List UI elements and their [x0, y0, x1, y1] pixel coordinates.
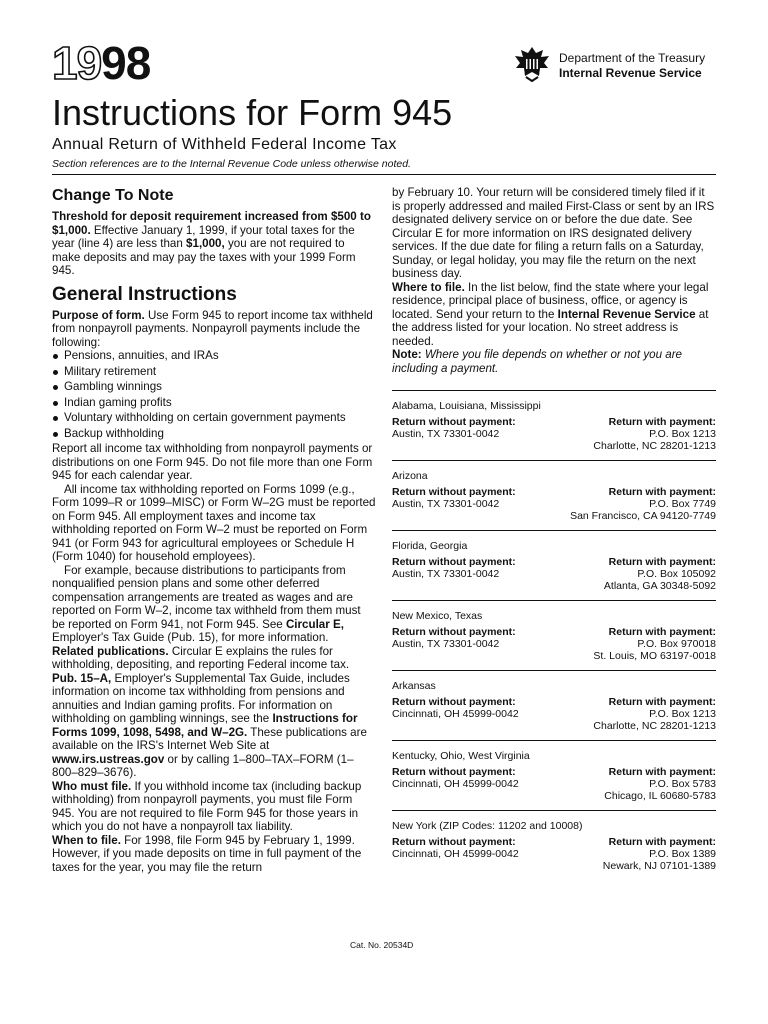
right-column [392, 186, 716, 375]
without-payment-city: Austin, TX 73301-0042 [392, 638, 500, 650]
with-payment-city: Atlanta, GA 30348-5092 [603, 580, 716, 592]
general-instructions-heading: General Instructions [52, 283, 237, 305]
change-amount-bold: $1,000, [186, 237, 225, 250]
page-subtitle: Annual Return of Withheld Federal Income Tax [52, 136, 397, 153]
related-publications-paragraph [52, 645, 376, 780]
nonpayroll-list [52, 349, 376, 442]
where-text-c: at the address listed for your location. No street address is needed. [392, 307, 709, 348]
address-region: Alabama, Louisiana, Mississippi [392, 400, 541, 412]
where-to-file-paragraph [392, 281, 716, 349]
address-region: Arkansas [392, 680, 436, 692]
with-payment-block [604, 766, 716, 802]
with-payment-label: Return with payment: [608, 486, 716, 498]
address-region: New York (ZIP Codes: 11202 and 10008) [392, 820, 583, 832]
with-payment-city: St. Louis, MO 63197-0018 [593, 650, 716, 662]
with-payment-block [604, 556, 716, 592]
without-payment-city: Cincinnati, OH 45999-0042 [392, 778, 519, 790]
address-group [392, 810, 716, 880]
related-text-a: Circular E explains the rules for withholding, depositing, and reporting Federal income tax. [52, 644, 350, 671]
tax-year-outline: 19 [52, 37, 102, 89]
pub-15a-bold: Pub. 15–A, [52, 671, 112, 685]
with-payment-label: Return with payment: [608, 556, 716, 568]
who-text: If you withhold income tax (including backup withholding) from nonpayroll payments, you must file Form 945. You are not required to file Form 945 for those years in which you do not have a nonpayroll tax liability. [52, 779, 362, 833]
address-region: New Mexico, Texas [392, 610, 483, 622]
where-text-a: In the list below, find the state where your legal residence, principal place of business, office, or agency is located. Send your return to the [392, 280, 709, 321]
purpose-label: Purpose of form. [52, 308, 145, 322]
change-text-a: Effective January 1, 1999, if your total taxes for the year (line 4) are less than [52, 223, 355, 250]
address-group [392, 600, 716, 670]
change-threshold-bold: Threshold for deposit requirement increased from $500 to $1,000. [52, 210, 371, 237]
with-payment-city: Charlotte, NC 28201-1213 [593, 720, 716, 732]
with-payment-box: P.O. Box 105092 [637, 568, 716, 580]
with-payment-block [603, 836, 716, 872]
list-item-text: Voluntary withholding on certain government payments [64, 411, 346, 424]
where-label: Where to file. [392, 280, 465, 294]
forms-1099-bold: Instructions for Forms 1099, 1098, 5498, and W–2G. [52, 712, 358, 739]
related-label: Related publications. [52, 644, 169, 658]
agency-name: Internal Revenue Service [559, 66, 702, 80]
left-column [52, 186, 376, 874]
with-payment-city: San Francisco, CA 94120-7749 [570, 510, 716, 522]
without-payment-city: Cincinnati, OH 45999-0042 [392, 848, 519, 860]
list-item-text: Military retirement [64, 364, 157, 378]
address-group [392, 460, 716, 530]
list-item-text: Pensions, annuities, and IRAs [64, 349, 219, 362]
reference-note: Section references are to the Internal Revenue Code unless otherwise noted. [52, 158, 411, 170]
list-item-text: Indian gaming profits [64, 395, 172, 409]
treasury-block [512, 44, 762, 88]
list-item [52, 349, 376, 365]
address-region: Florida, Georgia [392, 540, 468, 552]
bullet-icon [53, 370, 58, 375]
address-region: Kentucky, Ohio, West Virginia [392, 750, 530, 762]
without-payment-label: Return without payment: [392, 626, 516, 638]
purpose-paragraph [52, 309, 376, 350]
list-item-text: Backup withholding [64, 426, 164, 440]
tax-year [52, 37, 151, 89]
list-item-text: Gambling winnings [64, 380, 162, 393]
irs-website-link[interactable]: www.irs.ustreas.gov [52, 752, 165, 766]
with-payment-box: P.O. Box 1213 [649, 708, 716, 720]
bullet-icon [53, 432, 58, 437]
change-to-note-heading: Change To Note [52, 187, 174, 204]
when-text: For 1998, file Form 945 by February 1, 1999. However, if you made deposits on time in full payment of the taxes for the year, you may file the return [52, 833, 362, 874]
when-label: When to file. [52, 833, 121, 847]
bullet-icon [53, 385, 58, 390]
who-label: Who must file. [52, 779, 132, 793]
without-payment-label: Return without payment: [392, 556, 516, 568]
with-payment-label: Return with payment: [608, 836, 716, 848]
with-payment-label: Return with payment: [608, 416, 716, 428]
example-text-a: For example, because distributions to participants from nonqualified pension plans and some other deferred compensation arrangements are treated as wages and are reported on Form W–2, income tax withheld from them must be reported on Form 941, not Form 945. See [52, 563, 361, 631]
with-payment-block [570, 486, 716, 522]
related-text-c: Employer's Supplemental Tax Guide, includes information on income tax withholding from pensions and annuities and Indian gaming profits. For information on withholding on gambling winnings, see the [52, 671, 350, 725]
without-payment-city: Austin, TX 73301-0042 [392, 568, 500, 580]
address-group [392, 740, 716, 810]
department-name: Department of the Treasury [559, 51, 706, 65]
note-paragraph [392, 348, 716, 375]
catalog-number: Cat. No. 20534D [350, 940, 414, 950]
with-payment-block [593, 696, 716, 732]
example-paragraph [52, 564, 376, 645]
with-payment-box: P.O. Box 7749 [649, 498, 716, 510]
note-text: Where you file depends on whether or not you are including a payment. [392, 348, 682, 375]
list-item [52, 365, 376, 381]
change-text-c: you are not required to make deposits and may pay the taxes with your 1999 Form 945. [52, 237, 356, 277]
when-to-file-continued: by February 10. Your return will be considered timely filed if it is properly addressed and mailed First-Class or sent by an IRS designated delivery service on or before the due date. See Circular E for more information on IRS designated delivery services. If the due date for filing a return falls on a Saturday, Sunday, or legal holiday, you may file the return on the next business day. [392, 186, 715, 280]
example-text-c: Employer's Tax Guide (Pub. 15), for more information. [52, 631, 329, 644]
without-payment-label: Return without payment: [392, 696, 516, 708]
bullet-icon [53, 354, 58, 359]
with-payment-box: P.O. Box 1213 [649, 428, 716, 440]
with-payment-block [593, 416, 716, 452]
when-to-file-paragraph [52, 834, 376, 875]
bullet-icon [53, 401, 58, 406]
bullet-icon [53, 416, 58, 421]
with-payment-block [593, 626, 716, 662]
with-payment-label: Return with payment: [608, 626, 716, 638]
with-payment-city: Chicago, IL 60680-5783 [604, 790, 716, 802]
related-text-e: These publications are available on the IRS's Internet Web Site at [52, 725, 367, 752]
list-item [52, 396, 376, 412]
irs-bold: Internal Revenue Service [557, 307, 696, 321]
address-group [392, 530, 716, 600]
address-region: Arizona [392, 470, 428, 482]
all-income-paragraph: All income tax withholding reported on Forms 1099 (e.g., Form 1099–R or 1099–MISC) or Form W–2G must be reported on Form 945. All employment taxes and income tax withholding reported on Form W–2 must be reported on Form 941 (or Form 943 for agricultural employees or Schedule H (Form 1040) for household employees). [52, 482, 376, 563]
without-payment-label: Return without payment: [392, 416, 516, 428]
note-label: Note: [392, 348, 422, 361]
list-item [52, 411, 376, 427]
with-payment-city: Newark, NJ 07101-1389 [602, 860, 716, 872]
without-payment-city: Austin, TX 73301-0042 [392, 428, 500, 440]
report-paragraph: Report all income tax withholding from nonpayroll payments or distributions on one Form 945. Do not file more than one Form 945 for each calendar year. [52, 442, 373, 482]
list-item [52, 380, 376, 396]
irs-eagle-logo-icon [512, 44, 552, 84]
page-title: Instructions for Form 945 [52, 92, 453, 133]
address-group [392, 670, 716, 740]
address-group [392, 390, 716, 460]
with-payment-box: P.O. Box 1389 [649, 848, 716, 860]
list-item [52, 427, 376, 443]
purpose-text: Use Form 945 to report income tax withheld from nonpayroll payments. Nonpayroll payments include the following: [52, 308, 373, 349]
without-payment-city: Austin, TX 73301-0042 [392, 498, 500, 510]
without-payment-city: Cincinnati, OH 45999-0042 [392, 708, 519, 720]
with-payment-box: P.O. Box 5783 [649, 778, 716, 790]
with-payment-label: Return with payment: [608, 696, 716, 708]
without-payment-label: Return without payment: [392, 766, 516, 778]
tax-year-solid: 98 [101, 37, 151, 89]
who-must-file-paragraph [52, 780, 376, 834]
circular-e-bold: Circular E, [285, 617, 344, 631]
with-payment-label: Return with payment: [608, 766, 716, 778]
change-paragraph [52, 210, 376, 278]
address-table [392, 390, 716, 880]
header-divider [52, 174, 716, 175]
with-payment-box: P.O. Box 970018 [637, 638, 716, 650]
without-payment-label: Return without payment: [392, 836, 516, 848]
with-payment-city: Charlotte, NC 28201-1213 [593, 440, 716, 452]
without-payment-label: Return without payment: [392, 486, 516, 498]
related-text-g: or by calling 1–800–TAX–FORM (1–800–829–3676). [52, 752, 354, 779]
